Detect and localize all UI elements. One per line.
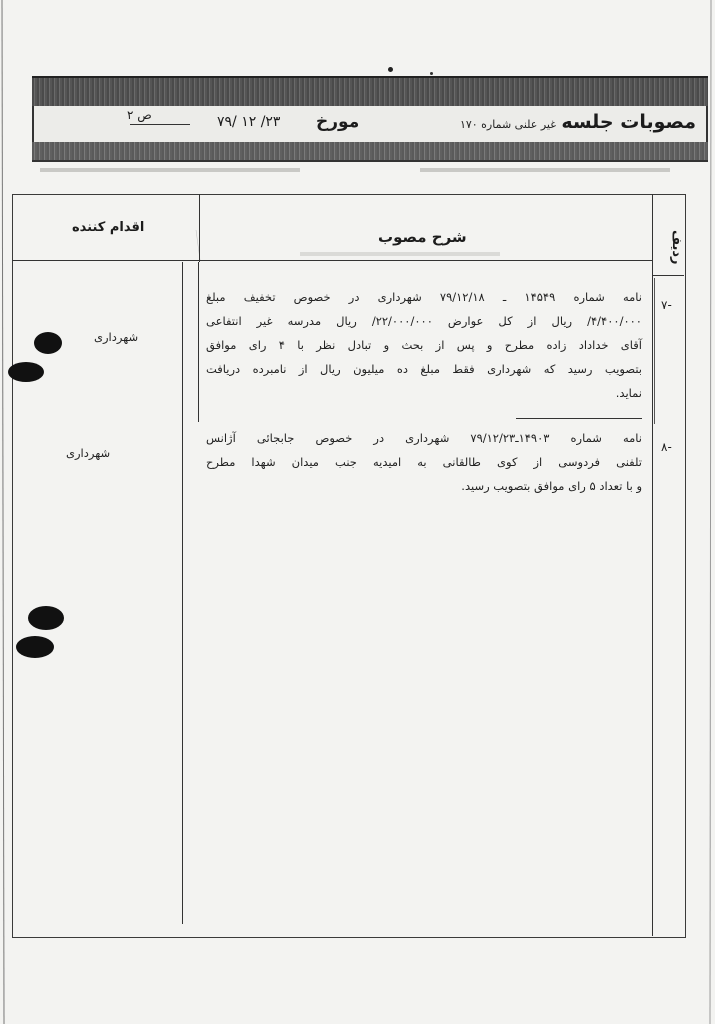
column-divider — [199, 194, 200, 262]
responsible-party: شهرداری — [94, 330, 139, 344]
row-number: -۷ — [661, 298, 672, 312]
header-band-middle — [32, 106, 708, 142]
row-separator — [516, 418, 642, 419]
row-bracket — [654, 278, 655, 424]
resolution-text — [206, 426, 642, 498]
punch-hole — [8, 362, 44, 382]
resolution-line: ۴/۴۰۰/۰۰۰/ ریال از کل عوارض ۲۲/۰۰۰/۰۰۰/ ریال مدرسه غیر انتفاعی — [206, 314, 642, 328]
header-row-divider — [652, 275, 684, 276]
page-number-underline — [130, 124, 190, 125]
resolution-line: نامه شماره ۱۴۵۴۹ ـ ۷۹/۱۲/۱۸ شهرداری در خصوص تخفیف مبلغ — [206, 290, 643, 304]
document-title: مصوبات جلسه — [561, 111, 696, 133]
bleed-through-mark — [420, 168, 670, 172]
responsible-party: شهرداری — [66, 446, 111, 460]
row-number: -۸ — [661, 440, 672, 454]
column-header-row: ردیف — [669, 229, 684, 265]
column-header-action: اقدام کننده — [72, 220, 145, 235]
header-band-bottom — [32, 142, 708, 162]
resolution-line: نماید. — [615, 386, 642, 400]
punch-hole — [28, 606, 64, 630]
meeting-date: ۷۹/ ۱۲ /۲۳ — [217, 114, 281, 130]
resolution-line: نامه شماره ۱۴۹۰۳ـ۷۹/۱۲/۲۳ شهرداری در خصوص جابجائی آژانس — [206, 431, 642, 445]
scan-speck — [430, 72, 433, 75]
header-band — [32, 76, 708, 162]
punch-hole — [34, 332, 62, 354]
resolution-line: تلفنی فردوسی از کوی طالقانی به امیدیه جنب میدان شهدا مطرح — [206, 455, 642, 469]
date-label: مورخ — [316, 112, 360, 132]
page-number: ص ۲ — [127, 108, 152, 122]
meeting-number: غیر علنی شماره ۱۷۰ — [459, 118, 556, 131]
bleed-through-mark — [40, 168, 300, 172]
column-divider — [182, 262, 183, 924]
scan-speck — [388, 67, 393, 72]
row-bracket — [198, 262, 199, 422]
column-header-description: شرح مصوب — [378, 228, 467, 246]
resolution-line: بتصویب رسید که شهرداری فقط مبلغ ده میلیون ریال از نامبرده دریافت — [206, 362, 642, 376]
punch-hole — [16, 636, 54, 658]
resolution-line: و با تعداد ۵ رای موافق بتصویب رسید. — [461, 479, 642, 493]
resolution-text — [206, 285, 642, 405]
header-band-top — [32, 76, 708, 108]
column-divider — [652, 194, 653, 936]
header-row-divider — [12, 260, 652, 261]
resolution-line: آقای خداداد زاده مطرح و پس از بحث و تبادل نظر با ۴ رای موافق — [206, 338, 642, 352]
